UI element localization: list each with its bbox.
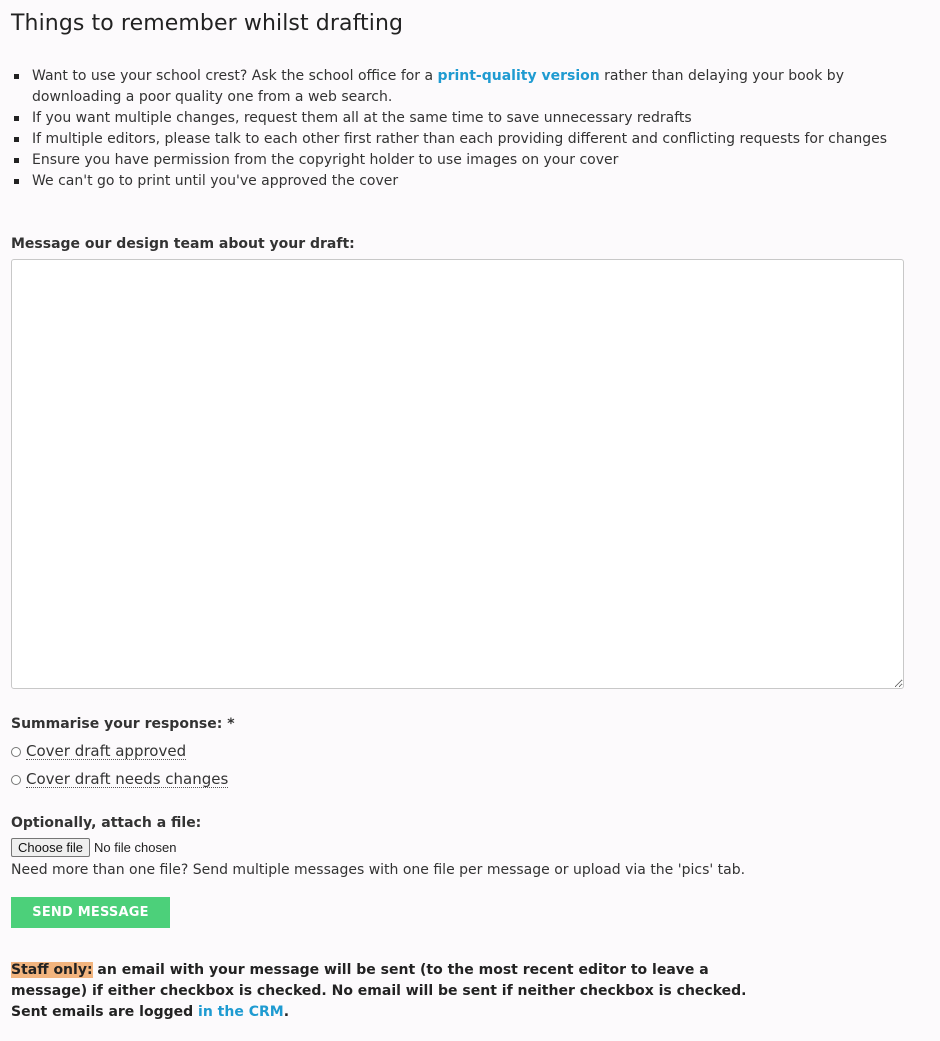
file-input[interactable] [11,838,176,857]
list-item [11,129,911,150]
list-item [11,108,911,129]
attach-help-text: Need more than one file? Send multiple messages with one file per message or upload via the 'pics' tab. [11,862,746,878]
tip-text: rather than delaying your book by downloading a poor quality one from a web search. [32,68,844,105]
radio-button[interactable] [11,775,21,785]
list-item [11,171,911,192]
bullet-icon [14,137,19,142]
radio-option-approved[interactable] [11,743,186,760]
staff-note-end: . [283,1004,290,1020]
radio-button[interactable] [11,747,21,757]
staff-note-text: an email with your message will be sent (to the most recent editor to leave a message) if either checkbox is checked. No email will be sent if neither checkbox is checked. Sent emails are logged [11,962,747,1020]
bullet-icon [14,116,19,121]
radio-option-needs-changes[interactable] [11,771,228,788]
tip-text: Ensure you have permission from the copyright holder to use images on your cover [32,152,619,168]
send-message-button[interactable]: SEND MESSAGE [11,897,170,928]
tip-text: We can't go to print until you've approved the cover [32,173,399,189]
file-status: No file chosen [94,840,177,855]
bullet-icon [14,74,19,79]
bullet-icon [14,158,19,163]
bullet-icon [14,179,19,184]
tips-list [11,66,911,192]
message-textarea[interactable] [11,259,904,689]
staff-only-highlight: Staff only: [11,962,93,978]
radio-label[interactable]: Cover draft needs changes [26,770,229,788]
radio-label[interactable]: Cover draft approved [26,742,187,760]
tip-text: If multiple editors, please talk to each other first rather than each providing different and conflicting requests for changes [32,131,887,147]
list-item [11,66,911,108]
list-item [11,150,911,171]
page-title: Things to remember whilst drafting [11,11,404,36]
staff-note [11,960,771,1023]
tip-text: Want to use your school crest? Ask the school office for a [32,68,438,84]
attach-label: Optionally, attach a file: [11,815,202,831]
summary-label: Summarise your response: * [11,716,235,732]
print-quality-version-link[interactable]: print-quality version [437,68,600,84]
crm-link[interactable]: in the CRM [198,1004,284,1020]
message-label: Message our design team about your draft: [11,236,355,252]
choose-file-button[interactable]: Choose file [11,838,90,857]
tip-text: If you want multiple changes, request them all at the same time to save unnecessary redrafts [32,110,692,126]
